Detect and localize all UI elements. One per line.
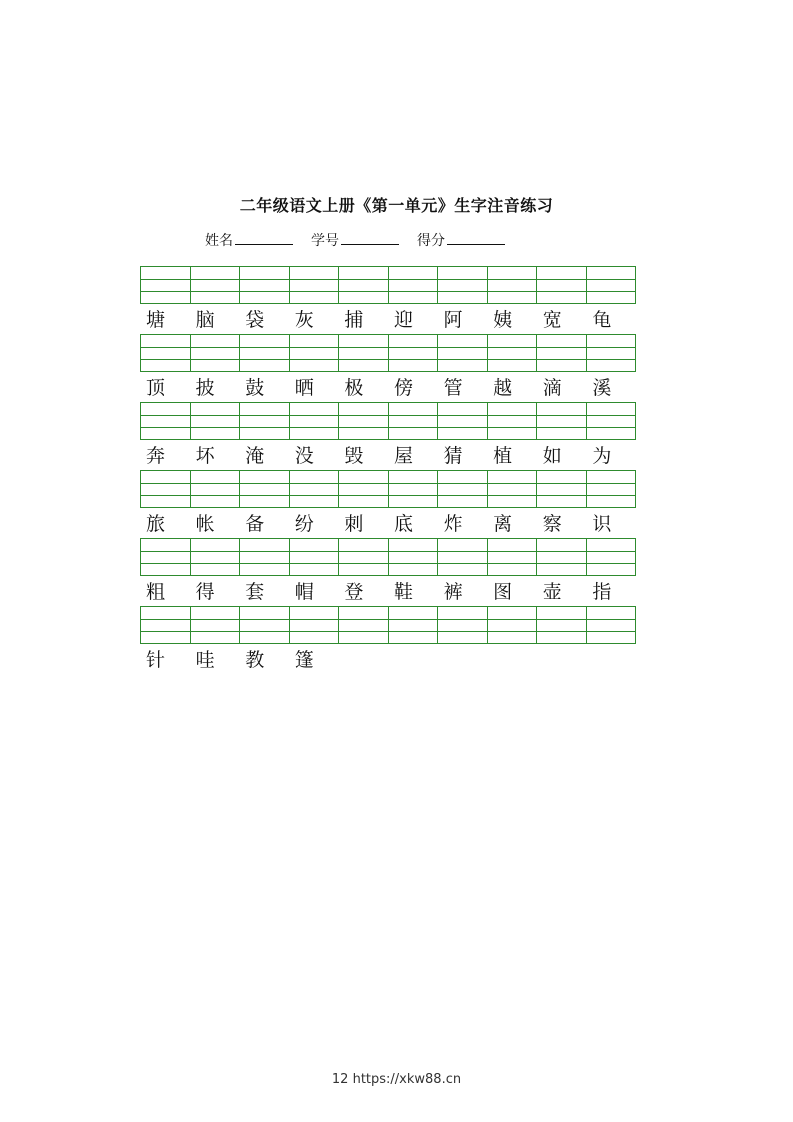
score-blank[interactable] bbox=[447, 232, 505, 245]
chinese-character: 如 bbox=[542, 445, 562, 467]
pinyin-cell[interactable] bbox=[537, 471, 587, 507]
page-footer: 12 https://xkw88.cn bbox=[331, 1072, 462, 1087]
name-blank[interactable] bbox=[235, 232, 293, 245]
pinyin-cell[interactable] bbox=[587, 335, 636, 371]
chinese-character: 粗 bbox=[146, 581, 166, 603]
chinese-character: 植 bbox=[493, 445, 513, 467]
pinyin-writing-grid bbox=[140, 606, 636, 644]
worksheet-title: 二年级语文上册《第一单元》生字注音练习 bbox=[239, 196, 554, 215]
pinyin-cell[interactable] bbox=[191, 471, 241, 507]
chinese-character: 滴 bbox=[542, 377, 562, 399]
pinyin-cell[interactable] bbox=[438, 267, 488, 303]
chinese-character: 篷 bbox=[294, 649, 314, 671]
chinese-character: 灰 bbox=[294, 309, 314, 331]
pinyin-cell[interactable] bbox=[240, 267, 290, 303]
pinyin-cell[interactable] bbox=[389, 539, 439, 575]
pinyin-writing-grid bbox=[140, 334, 636, 372]
name-field[interactable] bbox=[205, 230, 293, 250]
chinese-character: 登 bbox=[344, 581, 364, 603]
pinyin-cell[interactable] bbox=[339, 267, 389, 303]
pinyin-cell[interactable] bbox=[191, 607, 241, 643]
pinyin-cell[interactable] bbox=[389, 403, 439, 439]
chinese-character: 裤 bbox=[443, 581, 463, 603]
pinyin-cell[interactable] bbox=[339, 471, 389, 507]
pinyin-cell[interactable] bbox=[290, 539, 340, 575]
chinese-character: 指 bbox=[592, 581, 612, 603]
chinese-character: 阿 bbox=[443, 309, 463, 331]
chinese-character: 披 bbox=[195, 377, 215, 399]
chinese-character: 晒 bbox=[294, 377, 314, 399]
chinese-character: 越 bbox=[493, 377, 513, 399]
pinyin-cell[interactable] bbox=[389, 471, 439, 507]
pinyin-cell[interactable] bbox=[587, 471, 636, 507]
pinyin-cell[interactable] bbox=[537, 403, 587, 439]
pinyin-cell[interactable] bbox=[537, 539, 587, 575]
chinese-character: 极 bbox=[344, 377, 364, 399]
pinyin-cell[interactable] bbox=[389, 335, 439, 371]
chinese-character: 没 bbox=[294, 445, 314, 467]
chinese-character: 淹 bbox=[245, 445, 265, 467]
pinyin-cell[interactable] bbox=[191, 539, 241, 575]
pinyin-writing-grid bbox=[140, 402, 636, 440]
pinyin-cell[interactable] bbox=[240, 539, 290, 575]
chinese-character: 刺 bbox=[344, 513, 364, 535]
pinyin-cell[interactable] bbox=[587, 267, 636, 303]
pinyin-cell[interactable] bbox=[290, 471, 340, 507]
pinyin-cell[interactable] bbox=[240, 471, 290, 507]
pinyin-cell[interactable] bbox=[488, 471, 538, 507]
name-label: 姓名 bbox=[205, 233, 233, 249]
pinyin-cell[interactable] bbox=[587, 539, 636, 575]
chinese-character: 备 bbox=[245, 513, 265, 535]
pinyin-cell[interactable] bbox=[537, 335, 587, 371]
character-row bbox=[140, 442, 636, 470]
chinese-character: 炸 bbox=[443, 513, 463, 535]
chinese-character: 底 bbox=[393, 513, 413, 535]
pinyin-cell[interactable] bbox=[141, 471, 191, 507]
pinyin-cell[interactable] bbox=[240, 607, 290, 643]
chinese-character: 旅 bbox=[146, 513, 166, 535]
chinese-character: 鼓 bbox=[245, 377, 265, 399]
pinyin-cell[interactable] bbox=[240, 335, 290, 371]
pinyin-cell[interactable] bbox=[537, 267, 587, 303]
chinese-character: 离 bbox=[493, 513, 513, 535]
chinese-character: 得 bbox=[195, 581, 215, 603]
pinyin-cell[interactable] bbox=[141, 335, 191, 371]
pinyin-cell[interactable] bbox=[141, 403, 191, 439]
chinese-character: 为 bbox=[592, 445, 612, 467]
pinyin-cell[interactable] bbox=[438, 471, 488, 507]
chinese-character: 壶 bbox=[542, 581, 562, 603]
chinese-character: 鞋 bbox=[393, 581, 413, 603]
pinyin-cell[interactable] bbox=[488, 607, 538, 643]
pinyin-cell[interactable] bbox=[537, 607, 587, 643]
pinyin-cell[interactable] bbox=[290, 607, 340, 643]
chinese-character: 龟 bbox=[592, 309, 612, 331]
character-row bbox=[140, 306, 636, 334]
pinyin-cell[interactable] bbox=[339, 403, 389, 439]
chinese-character: 塘 bbox=[146, 309, 166, 331]
pinyin-writing-grid bbox=[140, 470, 636, 508]
chinese-character: 脑 bbox=[195, 309, 215, 331]
pinyin-cell[interactable] bbox=[191, 335, 241, 371]
chinese-character: 帐 bbox=[195, 513, 215, 535]
pinyin-cell[interactable] bbox=[339, 607, 389, 643]
chinese-character: 识 bbox=[592, 513, 612, 535]
practice-row bbox=[140, 334, 636, 402]
pinyin-cell[interactable] bbox=[141, 539, 191, 575]
pinyin-cell[interactable] bbox=[438, 607, 488, 643]
pinyin-cell[interactable] bbox=[141, 267, 191, 303]
pinyin-cell[interactable] bbox=[389, 267, 439, 303]
practice-row bbox=[140, 538, 636, 606]
pinyin-cell[interactable] bbox=[438, 403, 488, 439]
chinese-character: 迎 bbox=[393, 309, 413, 331]
student-id-blank[interactable] bbox=[341, 232, 399, 245]
pinyin-cell[interactable] bbox=[290, 335, 340, 371]
pinyin-cell[interactable] bbox=[240, 403, 290, 439]
pinyin-writing-grid bbox=[140, 266, 636, 304]
pinyin-cell[interactable] bbox=[587, 607, 636, 643]
chinese-character: 溪 bbox=[592, 377, 612, 399]
pinyin-cell[interactable] bbox=[191, 267, 241, 303]
chinese-character: 帽 bbox=[294, 581, 314, 603]
chinese-character: 姨 bbox=[493, 309, 513, 331]
character-row bbox=[140, 374, 636, 402]
score-field[interactable] bbox=[417, 230, 505, 250]
chinese-character: 顶 bbox=[146, 377, 166, 399]
chinese-character: 屋 bbox=[393, 445, 413, 467]
chinese-character: 奔 bbox=[146, 445, 166, 467]
practice-row bbox=[140, 402, 636, 470]
pinyin-practice-sheet bbox=[140, 266, 636, 674]
chinese-character: 教 bbox=[245, 649, 265, 671]
pinyin-cell[interactable] bbox=[191, 403, 241, 439]
chinese-character: 坏 bbox=[195, 445, 215, 467]
pinyin-cell[interactable] bbox=[339, 335, 389, 371]
pinyin-cell[interactable] bbox=[339, 539, 389, 575]
chinese-character: 袋 bbox=[245, 309, 265, 331]
chinese-character: 猜 bbox=[443, 445, 463, 467]
pinyin-cell[interactable] bbox=[488, 335, 538, 371]
pinyin-cell[interactable] bbox=[438, 539, 488, 575]
pinyin-cell[interactable] bbox=[488, 539, 538, 575]
pinyin-cell[interactable] bbox=[141, 607, 191, 643]
student-id-field[interactable] bbox=[311, 230, 399, 250]
chinese-character: 针 bbox=[146, 649, 166, 671]
character-row bbox=[140, 510, 636, 538]
chinese-character: 纷 bbox=[294, 513, 314, 535]
pinyin-cell[interactable] bbox=[290, 403, 340, 439]
chinese-character: 宽 bbox=[542, 309, 562, 331]
character-row bbox=[140, 646, 636, 674]
character-row bbox=[140, 578, 636, 606]
chinese-character: 捕 bbox=[344, 309, 364, 331]
chinese-character: 哇 bbox=[195, 649, 215, 671]
pinyin-cell[interactable] bbox=[488, 403, 538, 439]
pinyin-writing-grid bbox=[140, 538, 636, 576]
chinese-character: 管 bbox=[443, 377, 463, 399]
pinyin-cell[interactable] bbox=[488, 267, 538, 303]
score-label: 得分 bbox=[417, 233, 445, 249]
chinese-character: 套 bbox=[245, 581, 265, 603]
chinese-character: 图 bbox=[493, 581, 513, 603]
pinyin-cell[interactable] bbox=[438, 335, 488, 371]
chinese-character: 察 bbox=[542, 513, 562, 535]
practice-row bbox=[140, 470, 636, 538]
student-info bbox=[205, 230, 505, 250]
chinese-character: 傍 bbox=[393, 377, 413, 399]
pinyin-cell[interactable] bbox=[587, 403, 636, 439]
student-id-label: 学号 bbox=[311, 233, 339, 249]
practice-row bbox=[140, 266, 636, 334]
pinyin-cell[interactable] bbox=[389, 607, 439, 643]
chinese-character: 毁 bbox=[344, 445, 364, 467]
pinyin-cell[interactable] bbox=[290, 267, 340, 303]
practice-row bbox=[140, 606, 636, 674]
